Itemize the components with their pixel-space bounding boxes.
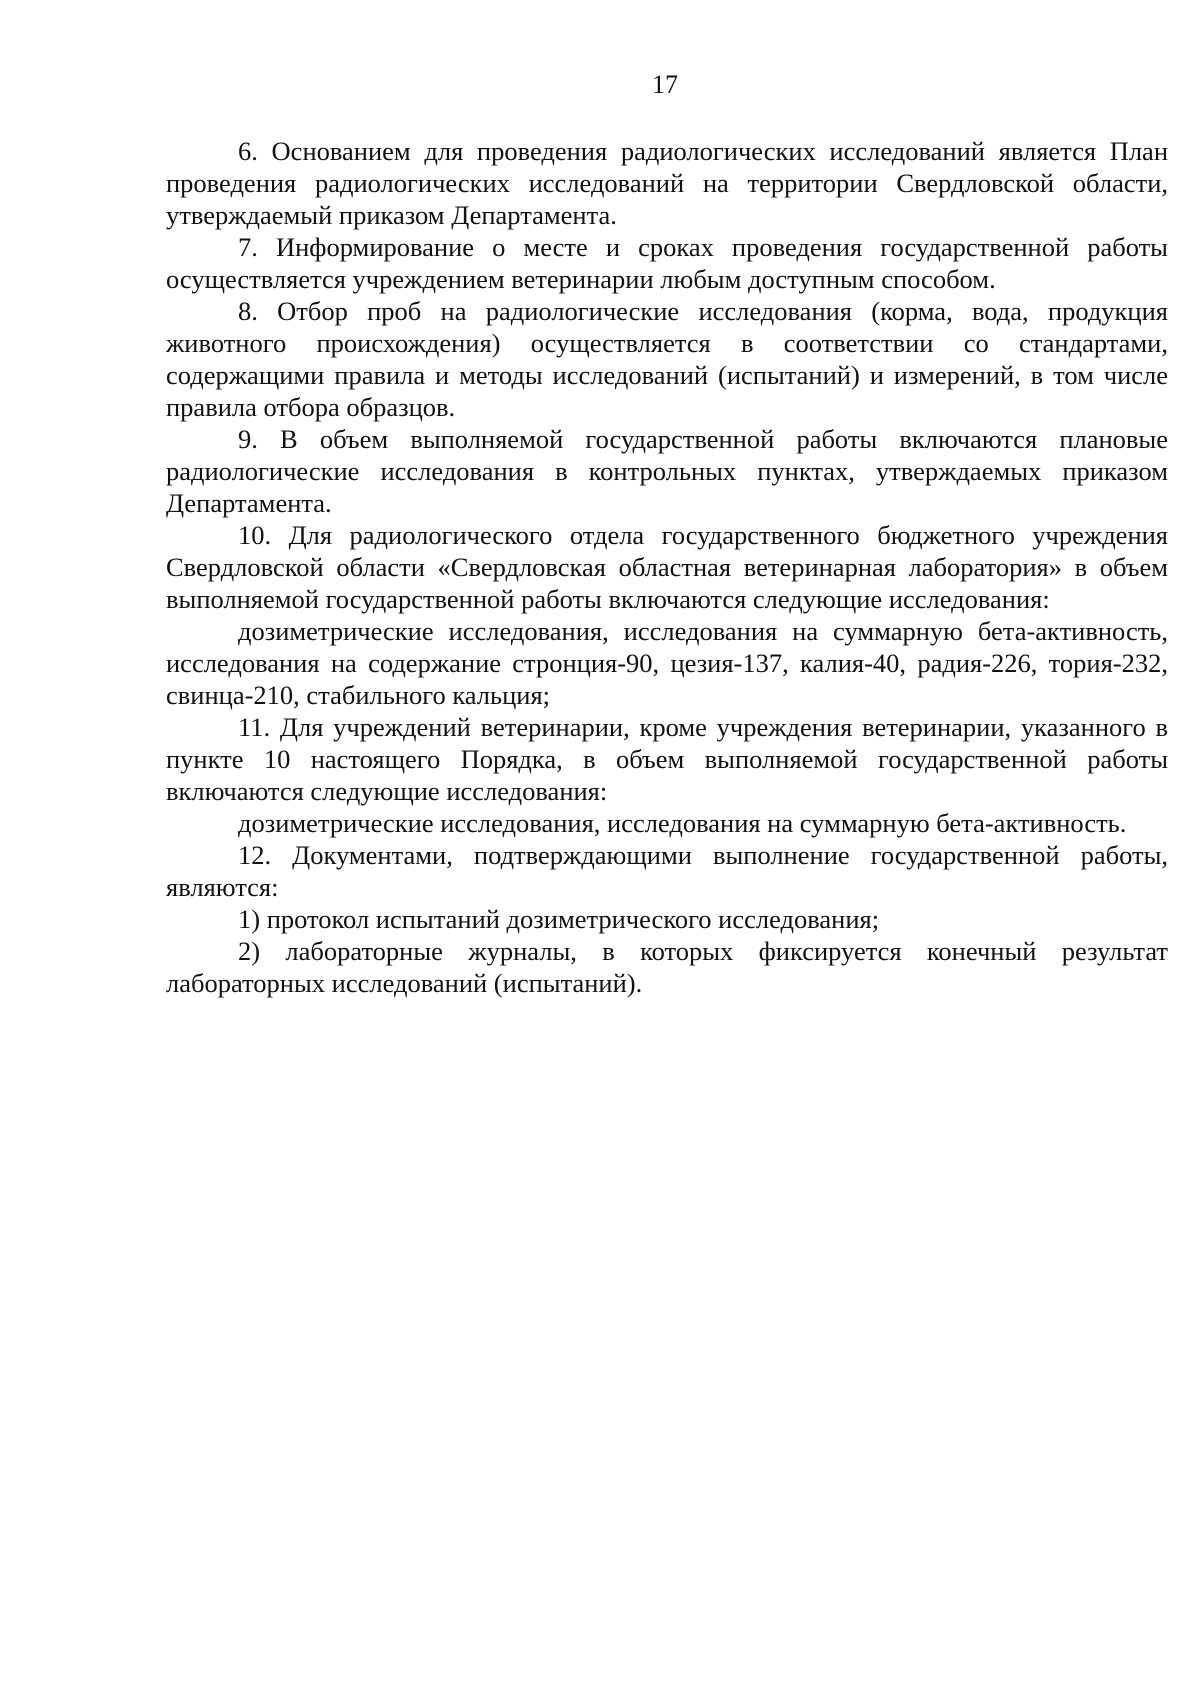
paragraph-6: 6. Основанием для проведения радиологических исследований является План проведения радиологических исследований на территории Свердловской области, утверждаемый приказом Департамента. <box>166 136 1168 230</box>
paragraph-9: 9. В объем выполняемой государственной работы включаются плановые радиологические исследования в контрольных пунктах, утверждаемых приказом Департамента. <box>166 424 1168 518</box>
paragraph-12: 12. Документами, подтверждающими выполнение государственной работы, являются: <box>166 840 1168 902</box>
page-number: 17 <box>652 70 678 99</box>
paragraph-10-research-list: дозиметрические исследования, исследования на суммарную бета-активность, исследования на содержание стронция-90, цезия-137, калия-40, радия-226, тория-232, свинца-210, стабильного кальция; <box>166 616 1168 710</box>
paragraph-12-item-1: 1) протокол испытаний дозиметрического исследования; <box>238 904 880 934</box>
paragraph-12-item-2: 2) лабораторные журналы, в которых фиксируется конечный результат лабораторных исследований (испытаний). <box>166 936 1168 998</box>
paragraph-7: 7. Информирование о месте и сроках проведения государственной работы осуществляется учреждением ветеринарии любым доступным способом. <box>166 232 1168 294</box>
paragraph-11-research-list: дозиметрические исследования, исследования на суммарную бета-активность. <box>238 808 1127 838</box>
paragraph-10: 10. Для радиологического отдела государственного бюджетного учреждения Свердловской области «Свердловская областная ветеринарная лаборатория» в объем выполняемой государственной работы включаются следующие исследования: <box>166 520 1168 614</box>
paragraph-11: 11. Для учреждений ветеринарии, кроме учреждения ветеринарии, указанного в пункте 10 настоящего Порядка, в объем выполняемой государственной работы включаются следующие исследования: <box>166 712 1168 806</box>
document-body <box>166 135 1168 999</box>
paragraph-8: 8. Отбор проб на радиологические исследования (корма, вода, продукция животного происхождения) осуществляется в соответствии со стандартами, содержащими правила и методы исследований (испытаний) и измерений, в том числе правила отбора образцов. <box>166 296 1168 422</box>
